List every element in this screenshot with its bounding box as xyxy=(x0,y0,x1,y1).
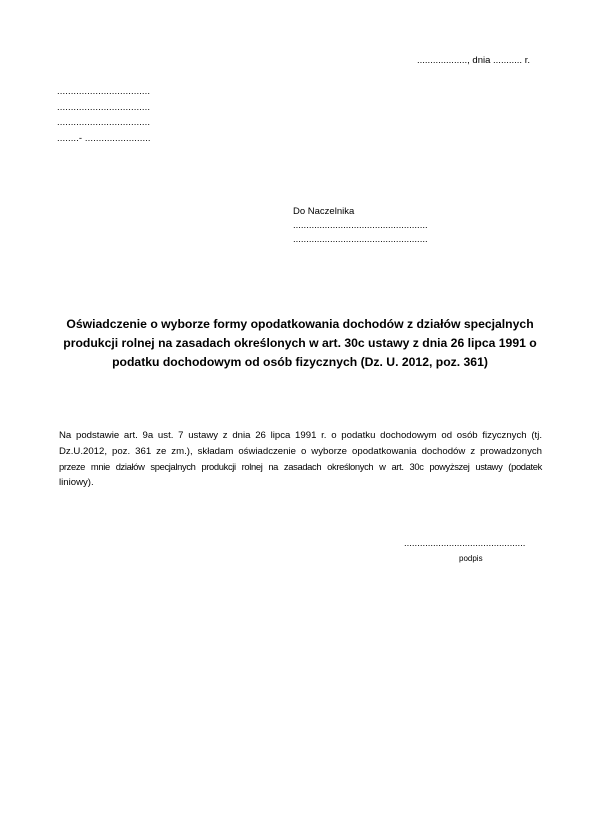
document-title xyxy=(50,315,550,372)
sender-line: .................................. xyxy=(57,86,151,97)
title-line: produkcji rolnej na zasadach określonych w art. 30c ustawy z dnia 26 lipca 1991 o xyxy=(63,336,537,350)
addressee-line: ................................................... xyxy=(293,220,428,231)
title-line: Oświadczenie o wyborze formy opodatkowania dochodów z działów specjalnych xyxy=(66,317,534,331)
signature-label: podpis xyxy=(459,554,483,563)
body-line: przeze mnie działów specjalnych produkcji rolnej na zasadach określonych w art. 30c powyższej ustawy (podatek xyxy=(59,461,542,472)
addressee-block xyxy=(293,205,428,247)
title-line: podatku dochodowym od osób fizycznych (Dz. U. 2012, poz. 361) xyxy=(112,355,488,369)
addressee-line: ................................................... xyxy=(293,234,428,245)
sender-line: .................................. xyxy=(57,117,151,128)
place-date-line: ..................., dnia ........... r. xyxy=(417,55,530,66)
addressee-title: Do Naczelnika xyxy=(293,206,355,217)
sender-line: ........- ........................ xyxy=(57,132,151,144)
sender-block xyxy=(57,84,151,146)
body-line: liniowy). xyxy=(59,476,94,488)
body-line: Dz.U.2012, poz. 361 ze zm.), składam oświadczenie o wyborze opodatkowania dochodów z prowadzonych xyxy=(59,445,542,457)
signature-line: .............................................. xyxy=(404,538,526,549)
sender-line: .................................. xyxy=(57,101,151,113)
body-line: Na podstawie art. 9a ust. 7 ustawy z dnia 26 lipca 1991 r. o podatku dochodowym od osób fizycznych (tj. xyxy=(59,430,542,441)
declaration-body xyxy=(59,428,542,490)
